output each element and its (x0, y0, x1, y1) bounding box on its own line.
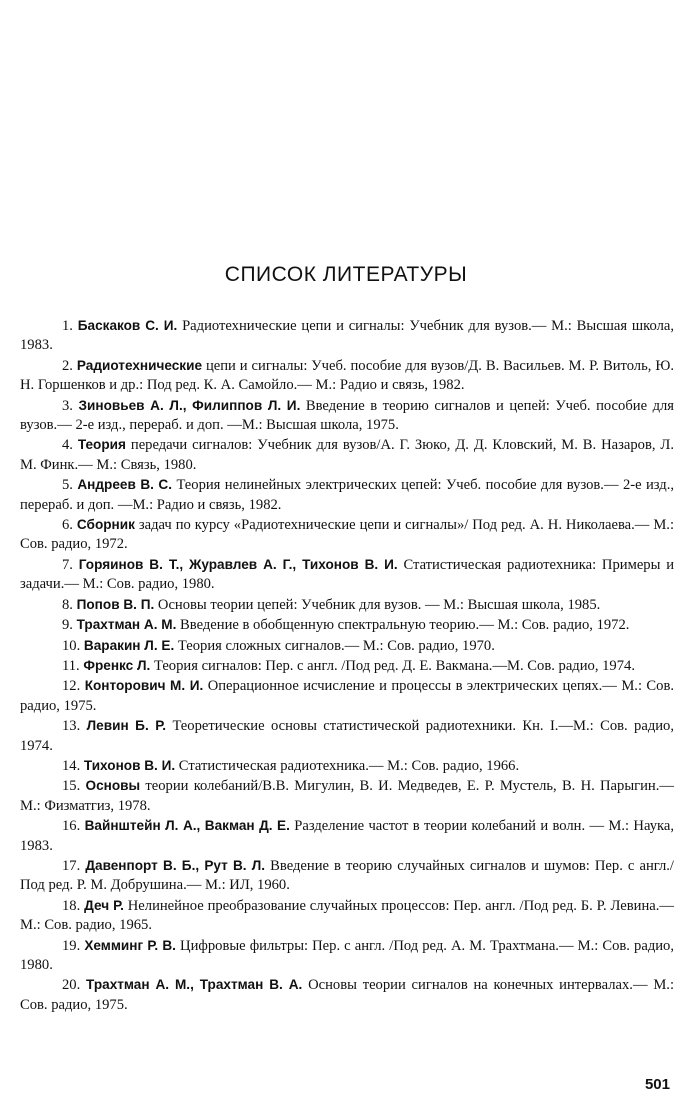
reference-authors: Трахтман А. М. (76, 617, 177, 633)
reference-text: Теория сигналов: Пер. с англ. /Под ред. Д. Е. Вакмана.—М. Сов. радио, 1974. (153, 657, 635, 674)
reference-item (20, 716, 674, 756)
reference-authors: Теория (77, 437, 126, 453)
reference-text: Теоретические основы статистической радиотехники. Кн. I.—М.: Сов. радио, 1974. (20, 718, 675, 754)
reference-authors: Попов В. П. (76, 596, 155, 612)
reference-text: цепи и сигналы: Учеб. пособие для вузов/Д. В. Васильев. М. Р. Витоль, Ю. Н. Горшенков и др.: Под ред. К. А. Самойло.— М.: Радио и связь, 1982. (20, 357, 674, 394)
reference-authors: Зиновьев А. Л., Филиппов Л. И. (78, 397, 301, 413)
reference-item (20, 975, 674, 1015)
reference-number: 6. (62, 517, 73, 534)
reference-item (20, 515, 674, 555)
reference-item (20, 636, 674, 656)
reference-item (20, 316, 674, 356)
reference-text: Основы теории цепей: Учебник для вузов. — М.: Высшая школа, 1985. (157, 596, 601, 613)
reference-authors: Основы (85, 778, 141, 794)
reference-authors: Давенпорт В. Б., Рут В. Л. (85, 857, 266, 873)
reference-item (20, 656, 674, 676)
reference-number: 5. (62, 477, 73, 494)
reference-number: 15. (62, 778, 81, 795)
reference-authors: Левин Б. Р. (86, 718, 167, 734)
reference-text: Основы теории сигналов на конечных интервалах.— М.: Сов. радио, 1975. (20, 977, 675, 1013)
reference-item (20, 615, 674, 635)
reference-item (20, 595, 674, 615)
reference-number: 14. (62, 757, 81, 774)
reference-number: 7. (62, 556, 73, 573)
reference-authors: Деч Р. (84, 897, 124, 913)
reference-authors: Трахтман А. М., Трахтман В. А. (86, 977, 303, 993)
reference-number: 9. (62, 617, 73, 634)
reference-authors: Сборник (76, 517, 135, 533)
reference-authors: Френкс Л. (83, 657, 151, 673)
page-title: СПИСОК ЛИТЕРАТУРЫ (224, 263, 468, 286)
reference-item (20, 936, 674, 976)
reference-number: 2. (62, 357, 73, 374)
reference-item (20, 756, 674, 776)
reference-item (20, 816, 674, 856)
reference-number: 20. (62, 977, 81, 994)
reference-text: Разделение частот в теории колебаний и волн. — М.: Наука, 1983. (20, 818, 675, 854)
reference-item (20, 396, 674, 436)
page-number: 501 (644, 1076, 670, 1093)
reference-authors: Баскаков С. И. (77, 318, 178, 333)
reference-text: теории колебаний/В.В. Мигулин, В. И. Медведев, Е. Р. Мустель, В. Н. Парыгин.— М.: Физматгиз, 1978. (20, 778, 674, 814)
reference-number: 3. (62, 397, 73, 414)
reference-authors: Радиотехнические (76, 357, 203, 373)
reference-number: 8. (62, 596, 73, 613)
reference-text: Введение в теорию сигналов и цепей: Учеб. пособие для вузов.— 2-е изд., перераб. и доп. —М.: Высшая школа, 1975. (20, 397, 674, 434)
reference-text: Теория сложных сигналов.— М.: Сов. радио, 1970. (177, 637, 495, 654)
reference-item (20, 555, 674, 595)
reference-text: Цифровые фильтры: Пер. с англ. /Под ред. А. М. Трахтмана.— М.: Сов. радио, 1980. (20, 937, 674, 973)
reference-item (20, 356, 674, 396)
reference-text: Введение в теорию случайных сигналов и шумов: Пер. с англ./Под ред. Р. М. Добрушина.— М.: ИЛ, 1960. (20, 857, 674, 894)
reference-number: 10. (62, 637, 81, 654)
reference-item (20, 776, 674, 816)
reference-authors: Конторович М. И. (84, 678, 204, 694)
reference-item (20, 475, 674, 515)
reference-authors: Горяинов В. Т., Журавлев А. Г., Тихонов В. И. (78, 556, 398, 572)
reference-text: Статистическая радиотехника.— М.: Сов. радио, 1966. (178, 757, 520, 774)
reference-text: Радиотехнические цепи и сигналы: Учебник для вузов.— М.: Высшая школа, 1983. (20, 318, 674, 354)
reference-text: Нелинейное преобразование случайных процессов: Пер. англ. /Под ред. Б. Р. Левина.— М.: Сов. радио, 1965. (20, 897, 674, 934)
reference-text: задач по курсу «Радиотехнические цепи и сигналы»/ Под ред. А. Н. Николаева.— М.: Сов. радио, 1972. (20, 517, 674, 553)
reference-number: 18. (62, 897, 81, 914)
reference-text: передачи сигналов: Учебник для вузов/А. Г. Зюко, Д. Д. Кловский, М. В. Назаров, Л. М. Финк.— М.: Связь, 1980. (20, 437, 674, 473)
reference-number: 11. (62, 657, 80, 674)
reference-number: 16. (62, 818, 81, 835)
reference-number: 1. (62, 318, 73, 334)
reference-authors: Андреев В. С. (77, 477, 173, 493)
reference-item (20, 856, 674, 896)
reference-number: 17. (62, 857, 81, 874)
reference-number: 4. (62, 437, 73, 454)
reference-authors: Вайнштейн Л. А., Вакман Д. Е. (84, 818, 290, 834)
reference-number: 12. (62, 678, 81, 695)
reference-authors: Хемминг Р. В. (84, 937, 176, 953)
reference-authors: Тихонов В. И. (83, 757, 176, 773)
reference-authors: Варакин Л. Е. (83, 637, 175, 653)
reference-item (20, 435, 674, 475)
reference-item (20, 896, 674, 936)
reference-text: Введение в обобщенную спектральную теорию.— М.: Сов. радио, 1972. (180, 617, 630, 634)
reference-text: Операционное исчисление и процессы в электрических цепях.— М.: Сов. радио, 1975. (20, 678, 674, 714)
reference-text: Статистическая радиотехника: Примеры и задачи.— М.: Сов. радио, 1980. (20, 556, 675, 593)
reference-text: Теория нелинейных электрических цепей: Учеб. пособие для вузов.— 2-е изд., перераб. и доп. —М.: Радио и связь, 1982. (20, 477, 675, 513)
reference-item (20, 676, 674, 716)
reference-list (20, 316, 674, 1015)
reference-number: 19. (62, 937, 81, 954)
reference-number: 13. (62, 718, 81, 735)
